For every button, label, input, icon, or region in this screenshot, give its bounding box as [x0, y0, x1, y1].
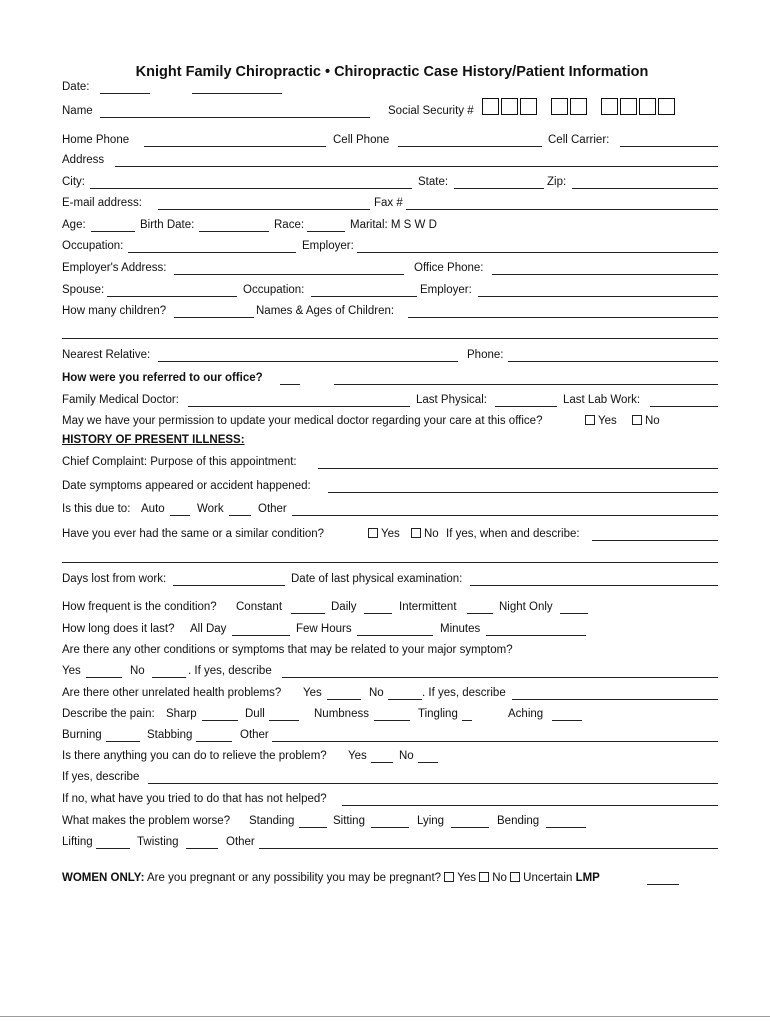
no-label: No	[492, 872, 507, 884]
duration-label: How long does it last?	[62, 623, 175, 635]
women-only-label: WOMEN ONLY:	[62, 872, 145, 884]
relieve-no-label: No	[399, 750, 414, 762]
pregnancy-question: Are you pregnant or any possibility you may be pregnant?	[146, 872, 442, 884]
ssn-digit-box[interactable]	[570, 98, 587, 115]
sitting-label: Sitting	[333, 815, 365, 827]
home-phone-field[interactable]	[144, 146, 326, 147]
unrelated-question: Are there other unrelated health problems?	[62, 687, 282, 699]
ssn-digit-box[interactable]	[551, 98, 568, 115]
state-label: State:	[418, 176, 449, 188]
date-field-2[interactable]	[192, 93, 282, 94]
lifting-field[interactable]	[96, 848, 130, 849]
stabbing-label: Stabbing	[147, 729, 193, 741]
frequency-label: How frequent is the condition?	[62, 601, 217, 613]
last-lab-field[interactable]	[650, 406, 718, 407]
birth-date-label: Birth Date:	[140, 219, 195, 231]
due-to-label: Is this due to:	[62, 503, 131, 515]
age-label: Age:	[62, 219, 86, 231]
tingling-field[interactable]	[462, 720, 472, 721]
daily-field[interactable]	[364, 613, 392, 614]
lying-label: Lying	[417, 815, 445, 827]
occupation-field[interactable]	[128, 252, 296, 253]
minutes-field[interactable]	[486, 635, 586, 636]
spouse-field[interactable]	[107, 296, 237, 297]
standing-field[interactable]	[299, 827, 327, 828]
city-field[interactable]	[90, 188, 412, 189]
chief-complaint-label: Chief Complaint: Purpose of this appointment:	[62, 456, 297, 468]
lmp-field[interactable]	[647, 884, 679, 885]
aching-label: Aching	[508, 708, 544, 720]
ssn-digit-box[interactable]	[620, 98, 637, 115]
race-field[interactable]	[307, 231, 345, 232]
ssn-digit-box[interactable]	[601, 98, 618, 115]
employer-label: Employer:	[302, 240, 354, 252]
sharp-label: Sharp	[166, 708, 197, 720]
night-only-field[interactable]	[560, 613, 588, 614]
permission-no-option[interactable]	[632, 414, 660, 428]
relieve-yes-label: Yes	[348, 750, 367, 762]
same-condition-describe-field-2[interactable]	[62, 562, 718, 563]
same-condition-no[interactable]	[411, 527, 439, 541]
relieve-describe-label: If yes, describe	[62, 771, 140, 783]
other-conditions-question: Are there any other conditions or symptoms that may be related to your major symptom?	[62, 644, 513, 656]
checkbox[interactable]	[368, 528, 378, 538]
daily-label: Daily	[331, 601, 357, 613]
unrelated-describe-field[interactable]	[512, 699, 718, 700]
spouse-employer-label: Employer:	[420, 284, 472, 296]
checkbox[interactable]	[585, 415, 595, 425]
burning-label: Burning	[62, 729, 102, 741]
twisting-label: Twisting	[137, 836, 179, 848]
race-label: Race:	[274, 219, 305, 231]
name-field[interactable]	[100, 117, 370, 118]
related-describe-field[interactable]	[282, 677, 718, 678]
chief-complaint-field[interactable]	[318, 468, 718, 469]
permission-question: May we have your permission to update your medical doctor regarding your care at this office?	[62, 415, 543, 427]
nearest-relative-field[interactable]	[158, 361, 458, 362]
state-field[interactable]	[454, 188, 544, 189]
children-label: How many children?	[62, 305, 167, 317]
last-exam-label: Date of last physical examination:	[291, 573, 463, 585]
referred-label: How were you referred to our office?	[62, 372, 263, 384]
ssn-digit-box[interactable]	[520, 98, 537, 115]
due-to-work-field[interactable]	[229, 515, 251, 516]
tingling-label: Tingling	[418, 708, 458, 720]
due-to-auto-field[interactable]	[170, 515, 190, 516]
spouse-occupation-field[interactable]	[311, 296, 417, 297]
yes-label: Yes	[598, 415, 617, 427]
due-to-work-label: Work	[197, 503, 224, 515]
all-day-field[interactable]	[232, 635, 290, 636]
pain-other-label: Other	[240, 729, 269, 741]
stabbing-field[interactable]	[196, 741, 232, 742]
related-no-field[interactable]	[152, 677, 186, 678]
intermittent-label: Intermittent	[399, 601, 457, 613]
ssn-digit-box[interactable]	[482, 98, 499, 115]
due-to-other-field[interactable]	[292, 515, 718, 516]
relative-phone-label: Phone:	[467, 349, 504, 361]
aching-field[interactable]	[552, 720, 582, 721]
fax-label: Fax #	[374, 197, 403, 209]
days-lost-label: Days lost from work:	[62, 573, 167, 585]
page-bottom-divider	[0, 1016, 770, 1017]
home-phone-label: Home Phone	[62, 134, 130, 146]
yes-label: Yes	[457, 872, 477, 884]
minutes-label: Minutes	[440, 623, 481, 635]
spouse-employer-field[interactable]	[478, 296, 718, 297]
marital-label[interactable]: Marital: M S W D	[350, 219, 437, 231]
spouse-occupation-label: Occupation:	[243, 284, 305, 296]
family-doctor-field[interactable]	[188, 406, 410, 407]
due-to-auto-label: Auto	[141, 503, 165, 515]
numbness-label: Numbness	[314, 708, 369, 720]
relieve-yes-field[interactable]	[371, 762, 393, 763]
referred-field-short[interactable]	[280, 384, 300, 385]
few-hours-field[interactable]	[357, 635, 433, 636]
days-lost-field[interactable]	[173, 585, 285, 586]
same-condition-yes[interactable]	[368, 527, 400, 541]
cell-phone-label: Cell Phone	[333, 134, 390, 146]
relieve-describe-field[interactable]	[148, 783, 718, 784]
name-label: Name	[62, 105, 93, 117]
unrelated-describe-label: . If yes, describe	[422, 687, 506, 699]
relieve-question: Is there anything you can do to relieve the problem?	[62, 750, 327, 762]
employer-field[interactable]	[357, 252, 718, 253]
same-condition-describe-field[interactable]	[592, 540, 718, 541]
email-label: E-mail address:	[62, 197, 142, 209]
related-yes-field[interactable]	[86, 677, 122, 678]
related-no-label: No	[130, 665, 145, 677]
twisting-field[interactable]	[186, 848, 218, 849]
ssn-digit-box[interactable]	[639, 98, 656, 115]
children-names-field-2[interactable]	[62, 338, 718, 339]
not-helped-label: If no, what have you tried to do that has not helped?	[62, 793, 327, 805]
children-names-field[interactable]	[408, 317, 718, 318]
checkbox[interactable]	[510, 872, 520, 882]
ssn-boxes[interactable]	[482, 98, 677, 115]
date-label: Date:	[62, 81, 90, 93]
lifting-label: Lifting	[62, 836, 93, 848]
referred-field[interactable]	[334, 384, 718, 385]
zip-field[interactable]	[572, 188, 718, 189]
worse-label: What makes the problem worse?	[62, 815, 231, 827]
pregnant-no-option[interactable]	[479, 872, 507, 884]
worse-other-field[interactable]	[259, 848, 718, 849]
ssn-digit-box[interactable]	[501, 98, 518, 115]
few-hours-label: Few Hours	[296, 623, 352, 635]
same-condition-question: Have you ever had the same or a similar condition?	[62, 528, 325, 540]
address-field[interactable]	[115, 166, 718, 167]
last-physical-field[interactable]	[495, 406, 557, 407]
bending-field[interactable]	[546, 827, 586, 828]
last-exam-field[interactable]	[470, 585, 718, 586]
permission-yes-option[interactable]	[585, 414, 617, 428]
city-label: City:	[62, 176, 85, 188]
spouse-label: Spouse:	[62, 284, 105, 296]
unrelated-yes-field[interactable]	[327, 699, 361, 700]
standing-label: Standing	[249, 815, 295, 827]
numbness-field[interactable]	[374, 720, 410, 721]
ssn-label: Social Security #	[388, 105, 474, 117]
uncertain-label: Uncertain	[523, 872, 573, 884]
zip-label: Zip:	[547, 176, 567, 188]
children-names-label: Names & Ages of Children:	[256, 305, 395, 317]
unrelated-yes-label: Yes	[303, 687, 322, 699]
employer-address-field[interactable]	[174, 274, 404, 275]
age-field[interactable]	[91, 231, 135, 232]
no-label: No	[645, 415, 660, 427]
dull-field[interactable]	[269, 720, 299, 721]
birth-date-field[interactable]	[199, 231, 269, 232]
lying-field[interactable]	[451, 827, 489, 828]
ssn-digit-box[interactable]	[658, 98, 675, 115]
cell-carrier-label: Cell Carrier:	[548, 134, 610, 146]
symptoms-date-field[interactable]	[328, 492, 718, 493]
women-only-row	[62, 871, 600, 885]
checkbox[interactable]	[444, 872, 454, 882]
unrelated-no-label: No	[369, 687, 384, 699]
related-describe-label: . If yes, describe	[188, 665, 272, 677]
all-day-label: All Day	[190, 623, 227, 635]
pregnant-yes-option[interactable]	[444, 872, 476, 884]
bending-label: Bending	[497, 815, 540, 827]
pain-label: Describe the pain:	[62, 708, 155, 720]
symptoms-date-label: Date symptoms appeared or accident happened:	[62, 480, 311, 492]
not-helped-field[interactable]	[342, 805, 718, 806]
checkbox[interactable]	[411, 528, 421, 538]
pregnant-uncertain-option[interactable]	[510, 872, 572, 884]
date-field[interactable]	[100, 93, 150, 94]
sharp-field[interactable]	[202, 720, 238, 721]
family-doctor-label: Family Medical Doctor:	[62, 394, 179, 406]
cell-phone-field[interactable]	[398, 146, 542, 147]
intermittent-field[interactable]	[467, 613, 493, 614]
office-phone-label: Office Phone:	[414, 262, 484, 274]
address-label: Address	[62, 154, 105, 166]
history-heading: HISTORY OF PRESENT ILLNESS:	[62, 434, 245, 446]
email-field[interactable]	[158, 209, 370, 210]
yes-label: Yes	[381, 528, 400, 540]
pain-other-field[interactable]	[272, 741, 718, 742]
same-condition-if-yes-label: If yes, when and describe:	[446, 528, 580, 540]
employer-address-label: Employer's Address:	[62, 262, 167, 274]
no-label: No	[424, 528, 439, 540]
sitting-field[interactable]	[371, 827, 409, 828]
occupation-label: Occupation:	[62, 240, 124, 252]
office-phone-field[interactable]	[492, 274, 718, 275]
relative-phone-field[interactable]	[508, 361, 718, 362]
constant-field[interactable]	[291, 613, 325, 614]
checkbox[interactable]	[632, 415, 642, 425]
unrelated-no-field[interactable]	[388, 699, 422, 700]
last-physical-label: Last Physical:	[416, 394, 487, 406]
burning-field[interactable]	[106, 741, 140, 742]
last-lab-label: Last Lab Work:	[563, 394, 641, 406]
relieve-no-field[interactable]	[418, 762, 438, 763]
checkbox[interactable]	[479, 872, 489, 882]
night-only-label: Night Only	[499, 601, 553, 613]
due-to-other-label: Other	[258, 503, 287, 515]
nearest-relative-label: Nearest Relative:	[62, 349, 151, 361]
cell-carrier-field[interactable]	[620, 146, 718, 147]
children-count-field[interactable]	[174, 317, 254, 318]
constant-label: Constant	[236, 601, 283, 613]
related-yes-label: Yes	[62, 665, 81, 677]
lmp-label: LMP	[575, 872, 600, 884]
dull-label: Dull	[245, 708, 265, 720]
form-title: Knight Family Chiropractic • Chiropractic Case History/Patient Information	[135, 64, 649, 80]
fax-field[interactable]	[406, 209, 718, 210]
worse-other-label: Other	[226, 836, 255, 848]
